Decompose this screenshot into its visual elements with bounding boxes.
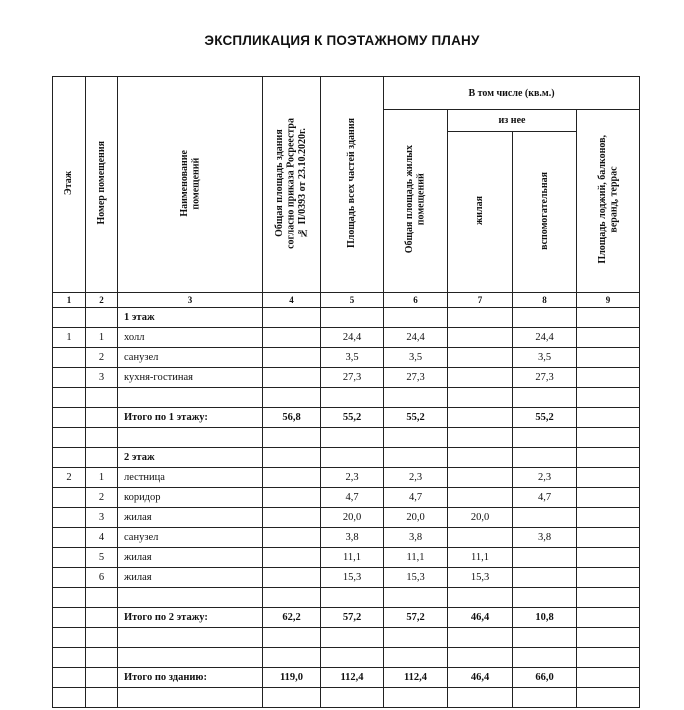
table-row — [53, 548, 640, 568]
column-number: 6 — [384, 293, 448, 308]
cell-room-number: 2 — [86, 348, 118, 368]
table-row — [53, 488, 640, 508]
cell-floor — [53, 448, 86, 468]
cell-floor — [53, 568, 86, 588]
cell-room-name — [118, 688, 263, 708]
header-loggias: Площадь лоджий, балконов, веранд, террас — [577, 110, 640, 293]
cell-total-area — [263, 428, 321, 448]
cell-room-number — [86, 448, 118, 468]
cell-area-all-parts — [321, 628, 384, 648]
cell-living — [448, 328, 513, 348]
cell-room-number — [86, 628, 118, 648]
header-auxiliary: вспомогательная — [513, 132, 577, 293]
cell-room-name: жилая — [118, 568, 263, 588]
cell-room-name: Итого по 2 этажу: — [118, 608, 263, 628]
cell-auxiliary — [513, 388, 577, 408]
cell-auxiliary — [513, 588, 577, 608]
header-residential-total: Общая площадь жилых помещений — [384, 110, 448, 293]
cell-residential-total: 24,4 — [384, 328, 448, 348]
cell-area-all-parts — [321, 448, 384, 468]
cell-loggias — [577, 468, 640, 488]
cell-area-all-parts: 24,4 — [321, 328, 384, 348]
cell-area-all-parts — [321, 648, 384, 668]
header-room-name: Наименование помещений — [118, 77, 263, 293]
cell-loggias — [577, 548, 640, 568]
cell-auxiliary: 3,5 — [513, 348, 577, 368]
cell-floor — [53, 308, 86, 328]
cell-total-area — [263, 568, 321, 588]
cell-room-name — [118, 588, 263, 608]
cell-room-name: коридор — [118, 488, 263, 508]
cell-living — [448, 388, 513, 408]
cell-room-number: 3 — [86, 508, 118, 528]
cell-auxiliary: 24,4 — [513, 328, 577, 348]
cell-residential-total: 15,3 — [384, 568, 448, 588]
cell-floor — [53, 408, 86, 428]
cell-room-number — [86, 668, 118, 688]
cell-total-area — [263, 528, 321, 548]
cell-loggias — [577, 528, 640, 548]
cell-area-all-parts: 4,7 — [321, 488, 384, 508]
cell-residential-total — [384, 648, 448, 668]
table-row — [53, 368, 640, 388]
cell-floor — [53, 668, 86, 688]
cell-area-all-parts: 2,3 — [321, 468, 384, 488]
cell-floor: 1 — [53, 328, 86, 348]
cell-auxiliary: 66,0 — [513, 668, 577, 688]
cell-total-area — [263, 688, 321, 708]
cell-room-name: лестница — [118, 468, 263, 488]
cell-living — [448, 488, 513, 508]
cell-total-area — [263, 348, 321, 368]
table-row — [53, 508, 640, 528]
header-room-number: Номер помещения — [86, 77, 118, 293]
header-including: В том числе (кв.м.) — [384, 77, 640, 110]
cell-room-number — [86, 408, 118, 428]
cell-area-all-parts — [321, 588, 384, 608]
table-body — [53, 308, 640, 708]
cell-area-all-parts: 3,5 — [321, 348, 384, 368]
cell-room-number — [86, 588, 118, 608]
cell-total-area — [263, 328, 321, 348]
cell-loggias — [577, 448, 640, 468]
table-row — [53, 588, 640, 608]
cell-area-all-parts — [321, 388, 384, 408]
cell-living — [448, 628, 513, 648]
table-row — [53, 328, 640, 348]
cell-auxiliary — [513, 508, 577, 528]
cell-living — [448, 408, 513, 428]
cell-room-name: кухня-гостиная — [118, 368, 263, 388]
table-row — [53, 568, 640, 588]
cell-total-area — [263, 588, 321, 608]
cell-loggias — [577, 608, 640, 628]
cell-floor — [53, 528, 86, 548]
cell-total-area: 62,2 — [263, 608, 321, 628]
cell-loggias — [577, 628, 640, 648]
cell-auxiliary — [513, 448, 577, 468]
cell-area-all-parts: 3,8 — [321, 528, 384, 548]
cell-room-name — [118, 628, 263, 648]
cell-living — [448, 428, 513, 448]
cell-room-number: 1 — [86, 328, 118, 348]
cell-loggias — [577, 388, 640, 408]
cell-living — [448, 648, 513, 668]
table-row — [53, 468, 640, 488]
table-row — [53, 408, 640, 428]
cell-living: 46,4 — [448, 668, 513, 688]
cell-room-name — [118, 428, 263, 448]
cell-auxiliary — [513, 648, 577, 668]
column-number: 2 — [86, 293, 118, 308]
cell-living: 11,1 — [448, 548, 513, 568]
cell-room-number — [86, 428, 118, 448]
cell-loggias — [577, 508, 640, 528]
cell-room-name: жилая — [118, 508, 263, 528]
cell-loggias — [577, 648, 640, 668]
table-row — [53, 648, 640, 668]
cell-room-number: 6 — [86, 568, 118, 588]
cell-floor — [53, 588, 86, 608]
cell-total-area — [263, 628, 321, 648]
cell-residential-total: 3,5 — [384, 348, 448, 368]
table-row — [53, 528, 640, 548]
cell-room-name: санузел — [118, 348, 263, 368]
header-living: жилая — [448, 132, 513, 293]
table-row — [53, 608, 640, 628]
cell-residential-total: 55,2 — [384, 408, 448, 428]
cell-living: 20,0 — [448, 508, 513, 528]
cell-total-area — [263, 368, 321, 388]
cell-living — [448, 468, 513, 488]
cell-residential-total: 2,3 — [384, 468, 448, 488]
column-number-row — [53, 293, 640, 308]
cell-area-all-parts: 57,2 — [321, 608, 384, 628]
cell-room-number: 2 — [86, 488, 118, 508]
cell-residential-total — [384, 428, 448, 448]
cell-auxiliary — [513, 688, 577, 708]
table-row — [53, 308, 640, 328]
cell-floor — [53, 348, 86, 368]
cell-room-name — [118, 648, 263, 668]
cell-area-all-parts: 20,0 — [321, 508, 384, 528]
cell-floor — [53, 688, 86, 708]
cell-area-all-parts: 11,1 — [321, 548, 384, 568]
cell-floor — [53, 508, 86, 528]
cell-residential-total: 57,2 — [384, 608, 448, 628]
cell-room-name: 1 этаж — [118, 308, 263, 328]
cell-total-area — [263, 468, 321, 488]
cell-area-all-parts — [321, 688, 384, 708]
cell-residential-total — [384, 388, 448, 408]
cell-living — [448, 348, 513, 368]
cell-auxiliary: 4,7 — [513, 488, 577, 508]
cell-total-area — [263, 308, 321, 328]
cell-loggias — [577, 408, 640, 428]
cell-room-number: 4 — [86, 528, 118, 548]
cell-loggias — [577, 688, 640, 708]
cell-floor — [53, 388, 86, 408]
cell-residential-total: 112,4 — [384, 668, 448, 688]
cell-total-area — [263, 448, 321, 468]
cell-area-all-parts: 55,2 — [321, 408, 384, 428]
cell-loggias — [577, 488, 640, 508]
cell-total-area — [263, 508, 321, 528]
cell-living — [448, 688, 513, 708]
cell-auxiliary: 27,3 — [513, 368, 577, 388]
cell-living — [448, 588, 513, 608]
header-area-all-parts: Площадь всех частей здания — [321, 77, 384, 293]
column-number: 5 — [321, 293, 384, 308]
header-of-which: из нее — [448, 110, 577, 132]
cell-room-number — [86, 388, 118, 408]
table-row — [53, 668, 640, 688]
cell-loggias — [577, 668, 640, 688]
cell-auxiliary — [513, 568, 577, 588]
cell-loggias — [577, 368, 640, 388]
cell-auxiliary — [513, 308, 577, 328]
cell-total-area — [263, 388, 321, 408]
table-row — [53, 628, 640, 648]
cell-loggias — [577, 328, 640, 348]
cell-auxiliary: 2,3 — [513, 468, 577, 488]
cell-total-area — [263, 648, 321, 668]
column-number: 8 — [513, 293, 577, 308]
cell-room-name: Итого по зданию: — [118, 668, 263, 688]
cell-loggias — [577, 348, 640, 368]
cell-residential-total — [384, 308, 448, 328]
cell-room-name — [118, 388, 263, 408]
cell-total-area: 119,0 — [263, 668, 321, 688]
column-number: 4 — [263, 293, 321, 308]
cell-total-area — [263, 488, 321, 508]
cell-floor — [53, 628, 86, 648]
header-total-area-order: Общая площадь здания согласно приказа Росреестра № П/0393 от 23.10.2020г. — [263, 77, 321, 293]
cell-auxiliary: 55,2 — [513, 408, 577, 428]
cell-floor — [53, 608, 86, 628]
cell-floor — [53, 368, 86, 388]
cell-room-number — [86, 308, 118, 328]
cell-room-number — [86, 688, 118, 708]
cell-room-number: 1 — [86, 468, 118, 488]
cell-room-number: 5 — [86, 548, 118, 568]
cell-auxiliary — [513, 428, 577, 448]
cell-area-all-parts — [321, 308, 384, 328]
cell-loggias — [577, 308, 640, 328]
cell-living — [448, 448, 513, 468]
cell-auxiliary: 3,8 — [513, 528, 577, 548]
cell-floor — [53, 488, 86, 508]
cell-total-area: 56,8 — [263, 408, 321, 428]
cell-residential-total: 4,7 — [384, 488, 448, 508]
cell-area-all-parts: 27,3 — [321, 368, 384, 388]
cell-room-name: Итого по 1 этажу: — [118, 408, 263, 428]
table-row — [53, 448, 640, 468]
cell-living — [448, 368, 513, 388]
cell-living: 46,4 — [448, 608, 513, 628]
page-title: ЭКСПЛИКАЦИЯ К ПОЭТАЖНОМУ ПЛАНУ — [204, 33, 480, 48]
cell-residential-total: 20,0 — [384, 508, 448, 528]
table-row — [53, 428, 640, 448]
cell-room-name: санузел — [118, 528, 263, 548]
cell-room-name: холл — [118, 328, 263, 348]
cell-auxiliary — [513, 548, 577, 568]
cell-floor — [53, 428, 86, 448]
cell-living — [448, 308, 513, 328]
table-row — [53, 348, 640, 368]
cell-room-number: 3 — [86, 368, 118, 388]
cell-room-name: жилая — [118, 548, 263, 568]
cell-residential-total — [384, 448, 448, 468]
cell-area-all-parts — [321, 428, 384, 448]
table-row — [53, 388, 640, 408]
cell-room-name: 2 этаж — [118, 448, 263, 468]
column-number: 9 — [577, 293, 640, 308]
cell-loggias — [577, 568, 640, 588]
cell-room-number — [86, 648, 118, 668]
cell-loggias — [577, 428, 640, 448]
explication-table — [52, 76, 640, 708]
cell-area-all-parts: 15,3 — [321, 568, 384, 588]
cell-auxiliary: 10,8 — [513, 608, 577, 628]
cell-living — [448, 528, 513, 548]
cell-room-number — [86, 608, 118, 628]
cell-total-area — [263, 548, 321, 568]
cell-living: 15,3 — [448, 568, 513, 588]
cell-area-all-parts: 112,4 — [321, 668, 384, 688]
column-number: 3 — [118, 293, 263, 308]
cell-residential-total — [384, 588, 448, 608]
cell-floor: 2 — [53, 468, 86, 488]
cell-floor — [53, 648, 86, 668]
cell-floor — [53, 548, 86, 568]
column-number: 7 — [448, 293, 513, 308]
cell-residential-total — [384, 628, 448, 648]
table-row — [53, 688, 640, 708]
cell-residential-total: 27,3 — [384, 368, 448, 388]
cell-auxiliary — [513, 628, 577, 648]
cell-residential-total — [384, 688, 448, 708]
header-floor: Этаж — [53, 77, 86, 293]
cell-residential-total: 3,8 — [384, 528, 448, 548]
cell-loggias — [577, 588, 640, 608]
cell-residential-total: 11,1 — [384, 548, 448, 568]
column-number: 1 — [53, 293, 86, 308]
